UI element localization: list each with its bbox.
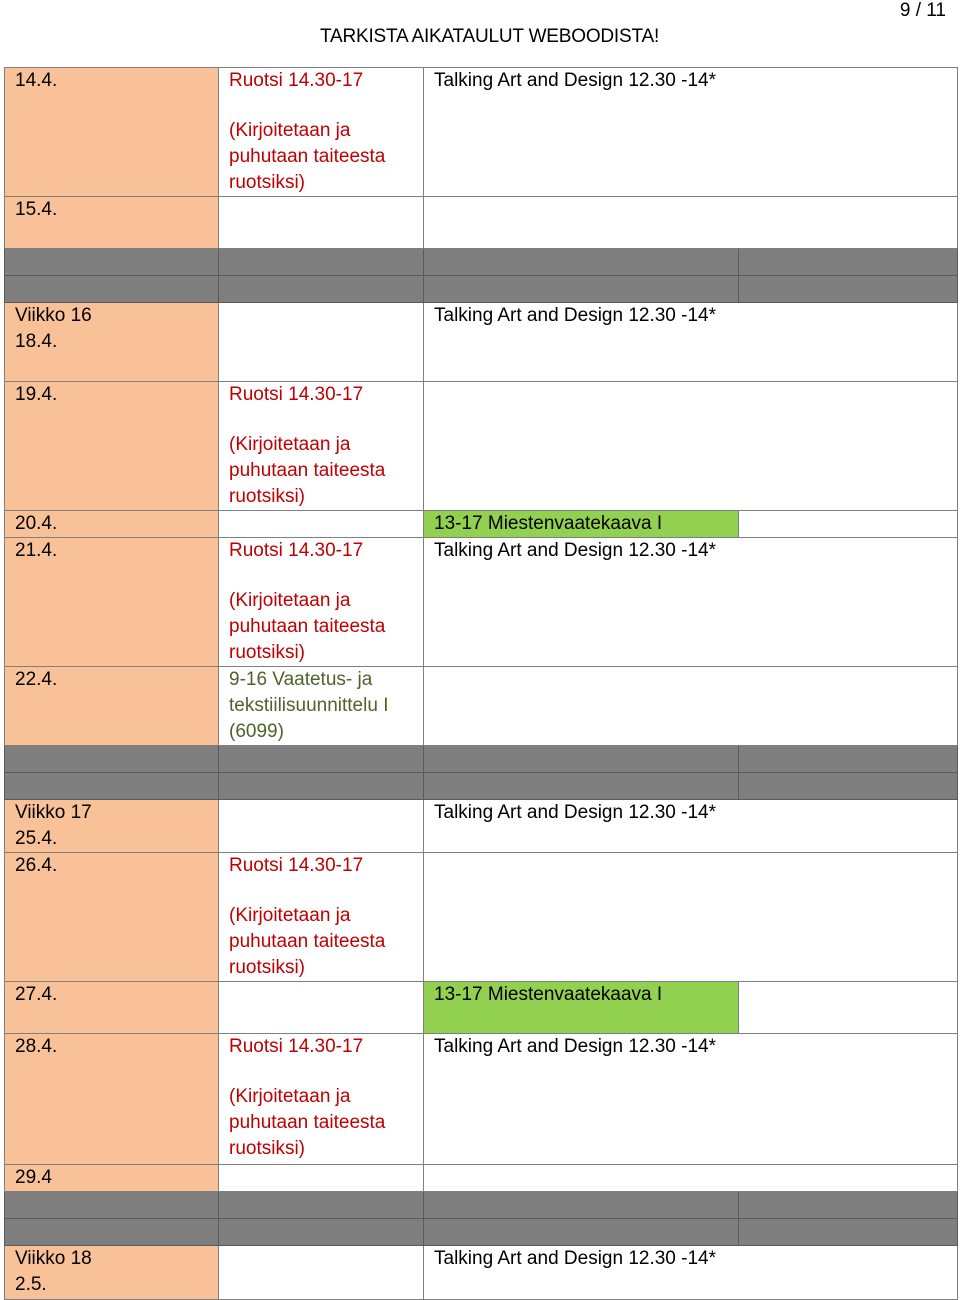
date-label: 27.4.	[15, 984, 58, 1005]
talking-art-course: Talking Art and Design 12.30 -14*	[434, 540, 717, 561]
course-cell	[424, 800, 958, 853]
ruotsi-description: (Kirjoitetaan ja puhutaan taiteesta ruotsiksi)	[229, 590, 386, 663]
date-cell	[5, 1034, 219, 1165]
empty-cell	[219, 800, 424, 853]
date-cell	[5, 197, 219, 249]
date-label: 22.4.	[15, 669, 58, 690]
table-row	[5, 853, 958, 982]
date-label: 21.4.	[15, 540, 58, 561]
course-cell	[219, 538, 424, 667]
ruotsi-title: Ruotsi 14.30-17	[229, 384, 364, 405]
separator-row	[5, 249, 958, 276]
talking-art-course: Talking Art and Design 12.30 -14*	[434, 70, 717, 91]
miestenvaatekaava-course: 13-17 Miestenvaatekaava I	[434, 513, 663, 534]
header-notice: TARKISTA AIKATAULUT WEBOODISTA!	[320, 26, 660, 47]
ruotsi-description: (Kirjoitetaan ja puhutaan taiteesta ruotsiksi)	[229, 120, 386, 193]
course-cell	[219, 382, 424, 511]
empty-cell	[219, 1246, 424, 1300]
date-label: 29.4	[15, 1167, 52, 1188]
separator-row	[5, 746, 958, 773]
date-cell	[5, 538, 219, 667]
week-label: Viikko 16	[15, 305, 92, 326]
table-row	[5, 197, 958, 249]
ruotsi-title: Ruotsi 14.30-17	[229, 855, 364, 876]
talking-art-course: Talking Art and Design 12.30 -14*	[434, 305, 717, 326]
empty-cell	[219, 511, 424, 538]
date-cell	[5, 667, 219, 746]
course-cell	[424, 1246, 958, 1300]
empty-cell	[739, 511, 958, 538]
empty-cell	[424, 382, 958, 511]
week-label: Viikko 17	[15, 802, 92, 823]
table-row	[5, 1165, 958, 1192]
table-row	[5, 982, 958, 1034]
date-label: 19.4.	[15, 384, 58, 405]
date-label: 2.5.	[15, 1274, 47, 1295]
course-cell	[424, 511, 739, 538]
date-cell	[5, 511, 219, 538]
separator-row	[5, 276, 958, 303]
date-cell	[5, 1246, 219, 1300]
ruotsi-title: Ruotsi 14.30-17	[229, 540, 364, 561]
empty-cell	[219, 197, 424, 249]
course-cell	[424, 68, 958, 197]
empty-cell	[424, 197, 958, 249]
date-cell	[5, 800, 219, 853]
talking-art-course: Talking Art and Design 12.30 -14*	[434, 1248, 717, 1269]
table-row	[5, 303, 958, 382]
table-row	[5, 667, 958, 746]
course-cell	[424, 538, 958, 667]
table-row	[5, 511, 958, 538]
empty-cell	[219, 982, 424, 1034]
date-label: 14.4.	[15, 70, 58, 91]
talking-art-course: Talking Art and Design 12.30 -14*	[434, 1036, 717, 1057]
date-cell	[5, 382, 219, 511]
table-row	[5, 1034, 958, 1165]
table-row	[5, 382, 958, 511]
date-cell	[5, 1165, 219, 1192]
date-label: 18.4.	[15, 331, 58, 352]
page-number: 9 / 11	[899, 0, 946, 21]
date-label: 25.4.	[15, 828, 58, 849]
date-cell	[5, 303, 219, 382]
empty-cell	[424, 1165, 958, 1192]
ruotsi-description: (Kirjoitetaan ja puhutaan taiteesta ruotsiksi)	[229, 434, 386, 507]
empty-cell	[424, 853, 958, 982]
week-label: Viikko 18	[15, 1248, 92, 1269]
date-cell	[5, 853, 219, 982]
empty-cell	[219, 303, 424, 382]
course-cell	[424, 1034, 958, 1165]
course-cell	[219, 667, 424, 746]
schedule-table	[4, 67, 958, 1300]
table-row	[5, 68, 958, 197]
table-row	[5, 1246, 958, 1300]
date-cell	[5, 68, 219, 197]
ruotsi-title: Ruotsi 14.30-17	[229, 70, 364, 91]
date-label: 26.4.	[15, 855, 58, 876]
ruotsi-description: (Kirjoitetaan ja puhutaan taiteesta ruotsiksi)	[229, 1086, 386, 1159]
vaatetus-course: 9-16 Vaatetus- ja tekstiilisuunnittelu I (6099)	[229, 669, 389, 742]
course-cell	[424, 982, 739, 1034]
course-cell	[219, 68, 424, 197]
empty-cell	[739, 982, 958, 1034]
separator-row	[5, 1219, 958, 1246]
separator-row	[5, 773, 958, 800]
course-cell	[424, 303, 958, 382]
empty-cell	[219, 1165, 424, 1192]
date-label: 15.4.	[15, 199, 58, 220]
miestenvaatekaava-course: 13-17 Miestenvaatekaava I	[434, 984, 663, 1005]
date-label: 20.4.	[15, 513, 58, 534]
talking-art-course: Talking Art and Design 12.30 -14*	[434, 802, 717, 823]
ruotsi-description: (Kirjoitetaan ja puhutaan taiteesta ruotsiksi)	[229, 905, 386, 978]
date-label: 28.4.	[15, 1036, 58, 1057]
table-row	[5, 800, 958, 853]
course-cell	[219, 1034, 424, 1165]
table-row	[5, 538, 958, 667]
empty-cell	[424, 667, 958, 746]
ruotsi-title: Ruotsi 14.30-17	[229, 1036, 364, 1057]
separator-row	[5, 1192, 958, 1219]
course-cell	[219, 853, 424, 982]
date-cell	[5, 982, 219, 1034]
